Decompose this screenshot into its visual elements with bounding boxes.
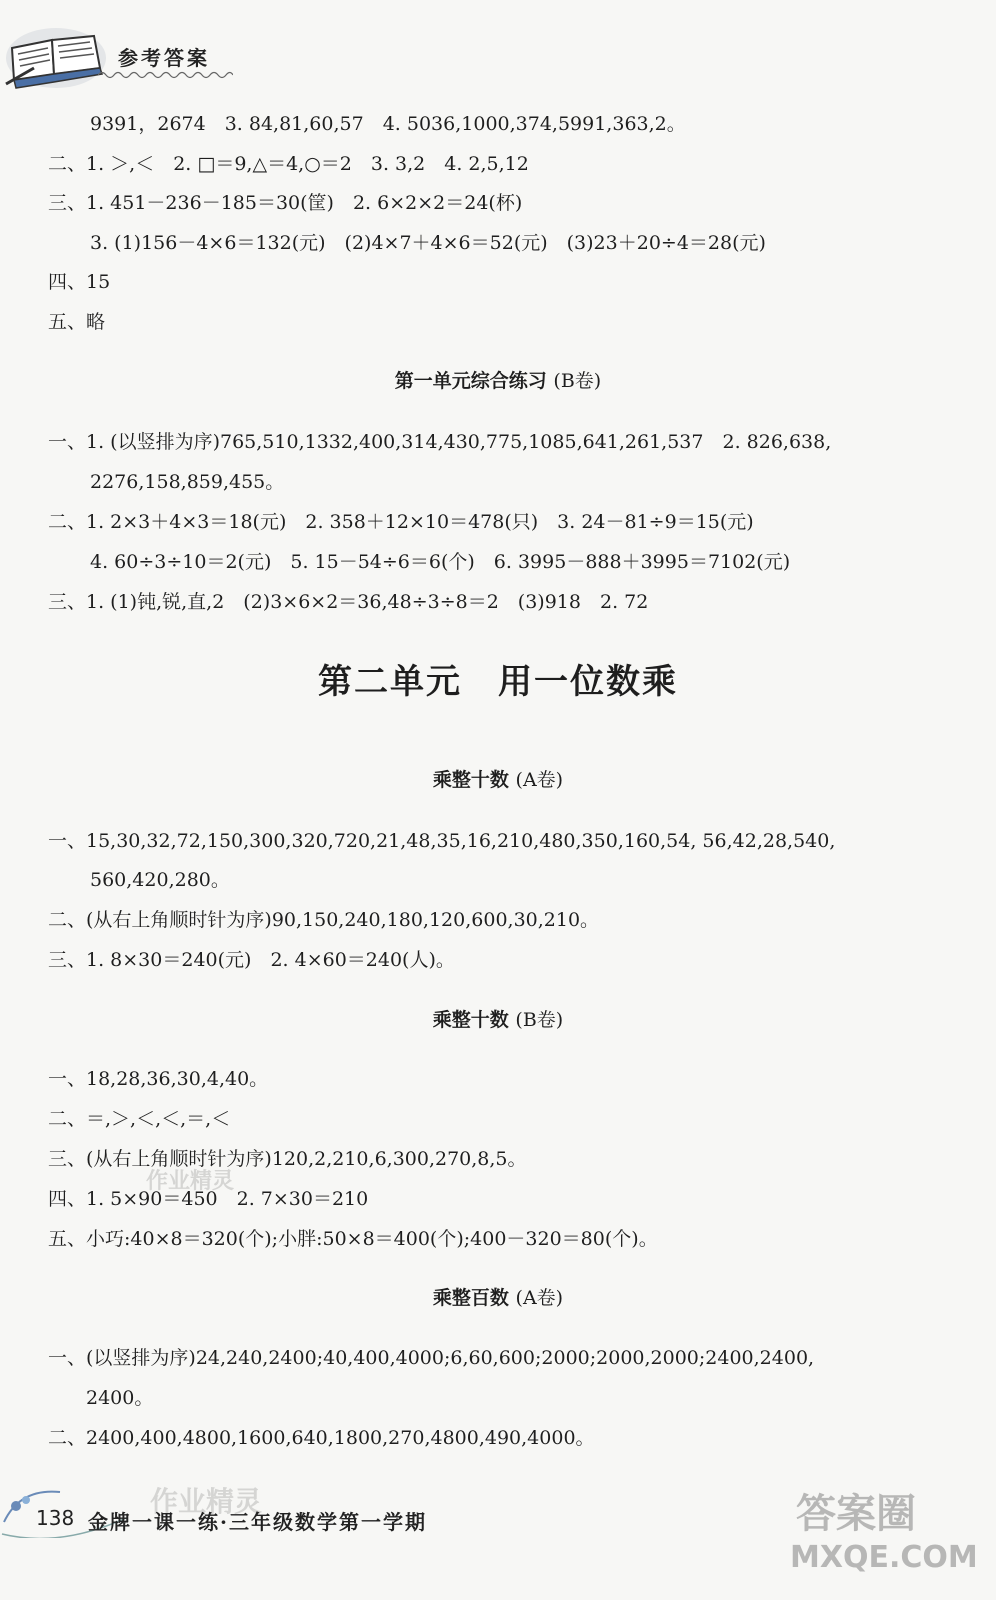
answer-line: 二、(从右上角顺时针为序)90,150,240,180,120,600,30,210。 — [48, 909, 600, 931]
footer-title: 金牌一课一练·三年级数学第一学期 — [88, 1510, 427, 1534]
section-title: 第一单元综合练习 — [394, 370, 547, 392]
answer-line: 一、15,30,32,72,150,300,320,720,21,48,35,16,210,480,350,160,54, 56,42,28,540, — [48, 830, 836, 852]
header-wavy-rule — [98, 70, 233, 80]
watermark-text: 作业精灵 — [146, 1169, 235, 1194]
answer-line: 560,420,280。 — [90, 869, 230, 891]
answer-line: 二、2400,400,4800,1600,640,1800,270,4800,490,4000。 — [48, 1427, 595, 1449]
page-header — [0, 0, 996, 100]
watermark-logo: 答案圈 — [796, 1491, 916, 1537]
section-title: 乘整百数 — [432, 1287, 509, 1309]
page-footer — [0, 1468, 996, 1600]
answer-line: 四、1. 5×90＝450 2. 7×30＝210 — [48, 1188, 369, 1210]
watermark-url: MXQE.COM — [790, 1540, 978, 1575]
open-book-icon — [4, 18, 108, 92]
answer-line: 二、＝,＞,＜,＜,＝,＜ — [48, 1108, 231, 1130]
answer-line: 三、1. 8×30＝240(元) 2. 4×60＝240(人)。 — [48, 949, 455, 971]
answer-line: 三、(从右上角顺时针为序)120,2,210,6,300,270,8,5。 — [48, 1148, 527, 1170]
section-tag: (B卷) — [553, 370, 602, 392]
answer-line: 三、1. 451－236－185＝30(筐) 2. 6×2×2＝24(杯) — [48, 192, 523, 214]
answer-line: 二、1. ＞,＜ 2. □＝9,△＝4,○＝2 3. 3,2 4. 2,5,12 — [48, 153, 529, 175]
answer-line: 4. 60÷3÷10＝2(元) 5. 15－54÷6＝6(个) 6. 3995－888＋3995＝7102(元) — [90, 551, 791, 573]
answer-line: 三、1. (1)钝,锐,直,2 (2)3×6×2＝36,48÷3÷8＝2 (3)918 2. 72 — [48, 591, 649, 613]
answer-line: 2276,158,859,455。 — [90, 471, 285, 493]
answer-line: 一、18,28,36,30,4,40。 — [48, 1068, 269, 1090]
section-tag: (B卷) — [515, 1009, 564, 1031]
section-heading — [0, 1008, 996, 1032]
answer-line: 五、略 — [48, 311, 106, 333]
answer-line: 2400。 — [86, 1387, 154, 1409]
answer-line: 9391，2674 3. 84,81,60,57 4. 5036,1000,374,5991,363,2。 — [90, 113, 686, 135]
section-tag: (A卷) — [515, 1287, 564, 1309]
unit-title: 第二单元 用一位数乘 — [318, 662, 678, 702]
section-title: 乘整十数 — [432, 1009, 509, 1031]
answer-line: 一、1. (以竖排为序)765,510,1332,400,314,430,775,1085,641,261,537 2. 826,638, — [48, 431, 832, 453]
watermark-text: 作业精灵 — [150, 1485, 263, 1518]
section-heading — [0, 1286, 996, 1310]
section-tag: (A卷) — [515, 769, 564, 791]
answer-line: 二、1. 2×3＋4×3＝18(元) 2. 358＋12×10＝478(只) 3. 24－81÷9＝15(元) — [48, 511, 754, 533]
page-number: 138 — [36, 1506, 75, 1530]
section-heading — [0, 768, 996, 792]
header-title: 参考答案 — [118, 46, 210, 70]
answer-line: 一、(以竖排为序)24,240,2400;40,400,4000;6,60,600;2000;2000,2000;2400,2400, — [48, 1347, 815, 1369]
answer-line: 3. (1)156－4×6＝132(元) (2)4×7＋4×6＝52(元) (3)23＋20÷4＝28(元) — [90, 232, 766, 254]
answer-line: 四、15 — [48, 271, 111, 293]
answer-line: 五、小巧:40×8＝320(个);小胖:50×8＝400(个);400－320＝80(个)。 — [48, 1228, 658, 1250]
section-heading — [0, 369, 996, 393]
section-title: 乘整十数 — [432, 769, 509, 791]
